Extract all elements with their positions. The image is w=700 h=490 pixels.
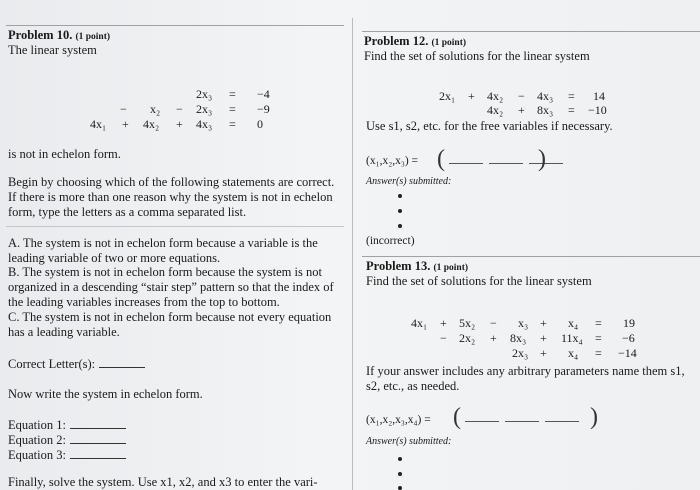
p10-eq3-eq: = xyxy=(229,117,236,131)
p10-write-echelon: Now write the system in echelon form. xyxy=(8,387,203,401)
p10-eq3-op1: + xyxy=(122,117,129,131)
p12-status: (incorrect) xyxy=(366,235,415,247)
p10-correct-letters: Correct Letter(s): xyxy=(8,357,145,372)
p10-title: Problem 10. (1 point) xyxy=(8,28,111,42)
p13-eq1-t4: x₄ xyxy=(568,316,579,330)
p13-eq3-t4: x₄ xyxy=(568,346,579,360)
p13-eq3-eq: = xyxy=(595,346,602,360)
p12-answer-blanks[interactable] xyxy=(446,151,566,169)
p13-eq1-eq: = xyxy=(595,316,602,330)
p10-option-c-2: has a leading variable. xyxy=(8,325,120,339)
p13-eq2-rhs: −6 xyxy=(622,331,635,345)
p10-eq2-rhs: −9 xyxy=(257,102,270,116)
p12-free-vars: Use s1, s2, etc. for the free variables if necessary. xyxy=(366,119,613,133)
p10-eq3-t2: 4x₂ xyxy=(143,117,160,131)
correct-letters-blank[interactable] xyxy=(99,357,145,368)
p10-eq1-rhs: −4 xyxy=(257,87,270,101)
p13-submitted: Answer(s) submitted: xyxy=(366,436,452,447)
p10-equation-1: Equation 1: xyxy=(8,418,126,433)
p10-option-b-1: B. The system is not in echelon form because the system is not xyxy=(8,265,322,279)
p13-close-paren: ) xyxy=(590,404,598,430)
p12-prompt: Find the set of solutions for the linear system xyxy=(364,49,590,63)
p13-eq1-rhs: 19 xyxy=(623,316,635,330)
p10-eq2-t1: x₂ xyxy=(150,102,161,116)
p10-eq3-t3: 4x₃ xyxy=(196,117,213,131)
p10-eq1-t5: 2x₃ xyxy=(196,87,213,101)
equation-2-blank[interactable] xyxy=(70,433,126,444)
p12-close-paren: ) xyxy=(538,146,546,172)
p13-eq2-t3: 8x₃ xyxy=(510,331,527,345)
p13-eq1-op1: + xyxy=(440,316,447,330)
p13-eq1-op3: + xyxy=(540,316,547,330)
p13-eq2-t4: 11x₄ xyxy=(561,331,583,345)
p13-top-rule xyxy=(362,256,700,257)
p13-params-1: If your answer includes any arbitrary parameters name them s1, xyxy=(366,364,685,378)
p13-eq3-op3: + xyxy=(540,346,547,360)
p10-equation-2: Equation 2: xyxy=(8,433,126,448)
p13-eq2-op2: + xyxy=(490,331,497,345)
p13-prompt: Find the set of solutions for the linear system xyxy=(366,274,592,288)
p10-eq2-eq: = xyxy=(229,102,236,116)
p12-eq1-t2: 4x₂ xyxy=(487,89,504,103)
p10-option-b-2: organized in a descending “stair step” pattern so that the index of xyxy=(8,280,334,294)
p13-eq1-t2: 5x₂ xyxy=(459,316,476,330)
p10-not-echelon: is not in echelon form. xyxy=(8,147,121,161)
p10-instructions-3: form, type the letters as a comma separated list. xyxy=(8,205,247,219)
p12-eq1-t1: 2x₁ xyxy=(439,89,456,103)
p12-eq2-rhs: −10 xyxy=(588,103,607,117)
equation-3-blank[interactable] xyxy=(70,448,126,459)
p10-option-a-1: A. The system is not in echelon form because a variable is the xyxy=(8,236,318,250)
top-rule-left xyxy=(6,25,344,26)
p13-eq3-rhs: −14 xyxy=(618,346,637,360)
top-rule-right xyxy=(362,31,700,32)
p10-rule xyxy=(6,226,344,227)
p12-eq2-eq: = xyxy=(568,103,575,117)
p12-eq1-rhs: 14 xyxy=(593,89,605,103)
p13-eq2-op1: − xyxy=(440,331,447,345)
p12-bullet-3 xyxy=(398,224,402,228)
p10-eq1-eq: = xyxy=(229,87,236,101)
p10-subtitle: The linear system xyxy=(8,43,97,57)
equation-1-blank[interactable] xyxy=(70,418,126,429)
p12-eq2-op2: + xyxy=(518,103,525,117)
p13-eq2-t2: 2x₂ xyxy=(459,331,476,345)
p10-option-b-3: the leading variables increases from the top to bottom. xyxy=(8,295,280,309)
p12-eq2-t3: 8x₃ xyxy=(537,103,554,117)
p10-eq2-op2: − xyxy=(176,102,183,116)
p10-equation-3: Equation 3: xyxy=(8,448,126,463)
p12-eq1-op2: − xyxy=(518,89,525,103)
p10-finally: Finally, solve the system. Use x1, x2, and x3 to enter the vari- xyxy=(8,475,318,489)
p10-option-c-1: C. The system is not in echelon form because not every equation xyxy=(8,310,332,324)
p13-bullet-2 xyxy=(398,472,402,476)
p12-open-paren: ( xyxy=(437,146,445,172)
p10-eq3-t1: 4x₁ xyxy=(90,117,107,131)
p13-eq1-t3: x₃ xyxy=(518,316,529,330)
p12-bullet-2 xyxy=(398,209,402,213)
p13-eq1-t1: 4x₁ xyxy=(411,316,428,330)
p13-eq1-op2: − xyxy=(490,316,497,330)
p13-title: Problem 13. (1 point) xyxy=(366,259,469,273)
p13-open-paren: ( xyxy=(453,404,461,430)
p13-eq3-t3: 2x₃ xyxy=(512,346,529,360)
p13-answer-blanks[interactable] xyxy=(462,409,582,427)
p13-tuple: (x₁,x₂,x₃,x₄) = xyxy=(366,414,431,426)
p13-eq2-eq: = xyxy=(595,331,602,345)
p10-instructions-2: If there is more than one reason why the system is not in echelon xyxy=(8,190,333,204)
p10-eq3-op2: + xyxy=(176,117,183,131)
p10-eq2-t5: 2x₃ xyxy=(196,102,213,116)
p12-tuple: (x₁,x₂,x₃) = xyxy=(366,155,419,167)
p12-submitted: Answer(s) submitted: xyxy=(366,176,452,187)
p10-eq2-op0: − xyxy=(120,102,127,116)
p12-eq1-t3: 4x₃ xyxy=(537,89,554,103)
p13-eq2-op3: + xyxy=(540,331,547,345)
p10-option-a-2: leading variable of two or more equations. xyxy=(8,251,221,265)
column-divider xyxy=(352,18,353,490)
p13-bullet-1 xyxy=(398,457,402,461)
p13-params-2: s2, etc., as needed. xyxy=(366,379,460,393)
p10-eq3-rhs: 0 xyxy=(257,117,263,131)
p12-title: Problem 12. (1 point) xyxy=(364,34,467,48)
p12-eq2-t2: 4x₂ xyxy=(487,103,504,117)
p12-eq1-eq: = xyxy=(568,89,575,103)
p12-eq1-op1: + xyxy=(468,89,475,103)
p10-instructions-1: Begin by choosing which of the following statements are correct. xyxy=(8,175,335,189)
p13-bullet-3 xyxy=(398,486,402,490)
p12-bullet-1 xyxy=(398,194,402,198)
